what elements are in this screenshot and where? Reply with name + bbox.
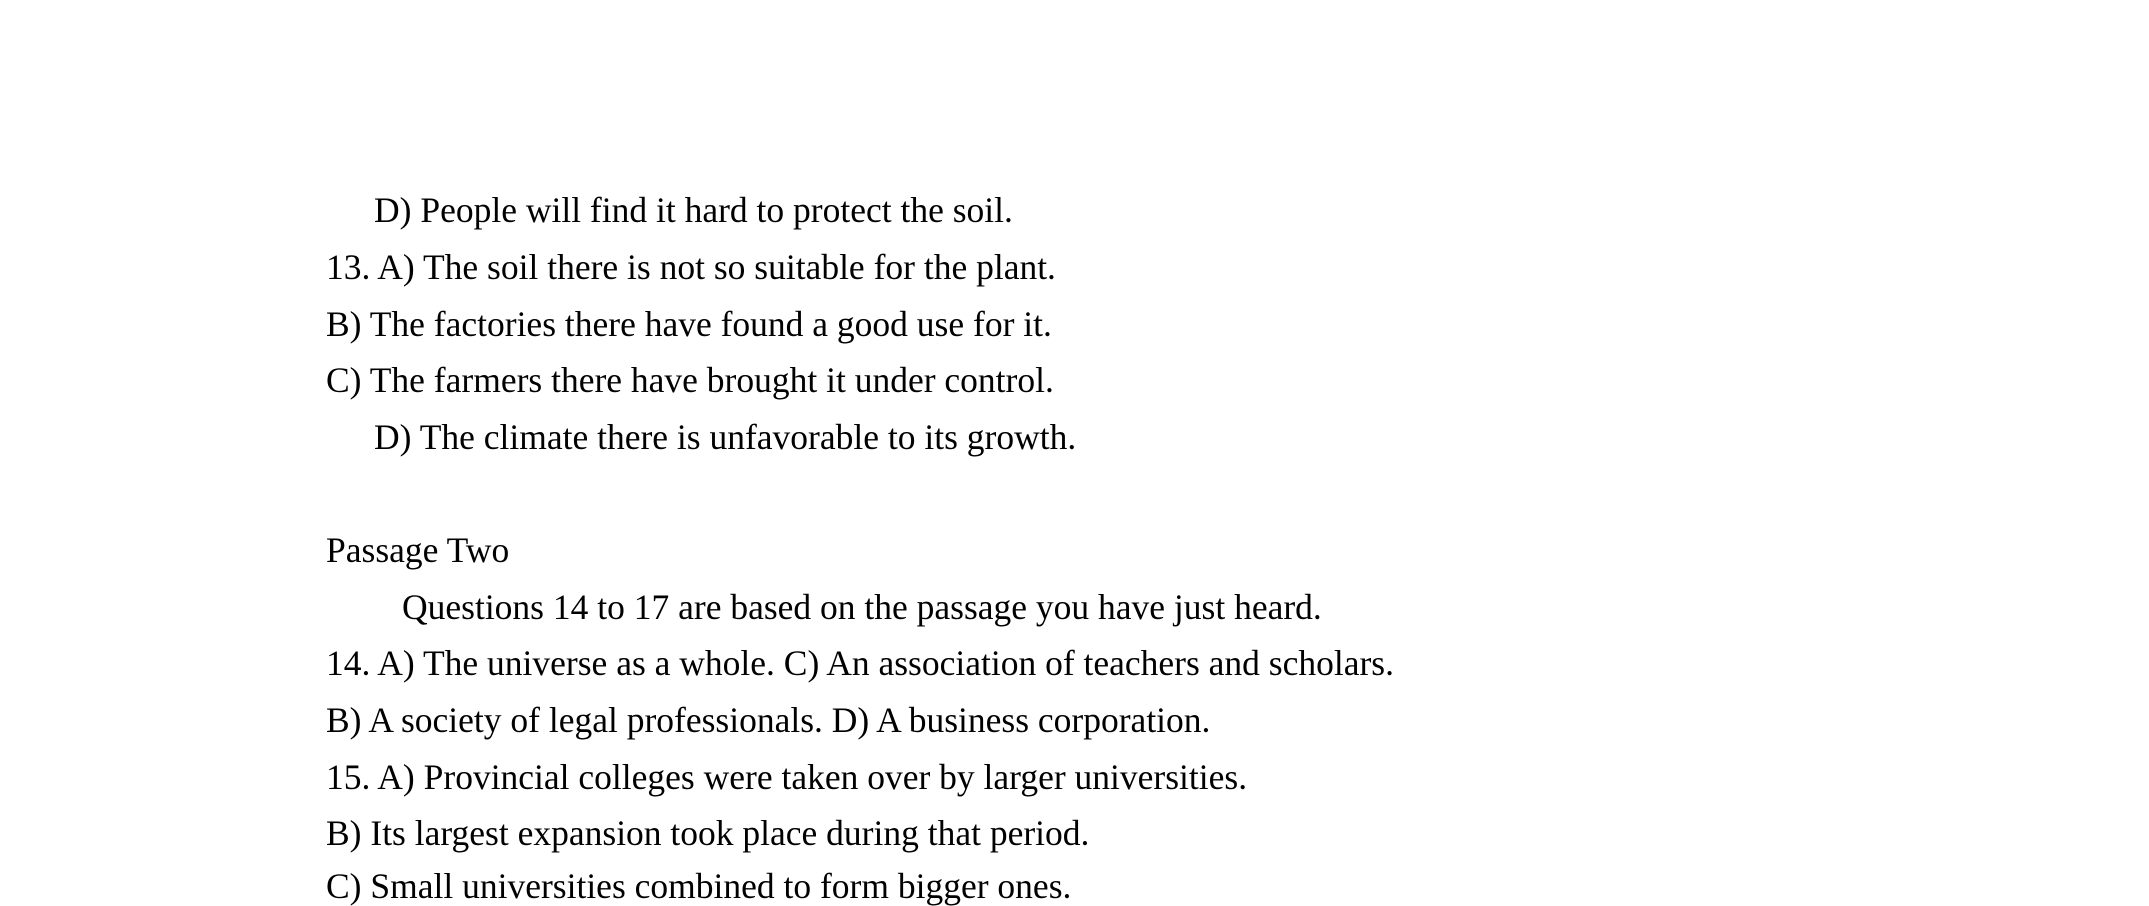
section-instructions: Questions 14 to 17 are based on the passage you have just heard. (402, 587, 1322, 627)
q14-options-b-d: B) A society of legal professionals. D) A business corporation. (326, 700, 1211, 740)
q15-option-a: 15. A) Provincial colleges were taken over by larger universities. (326, 757, 1248, 797)
q15-option-c: C) Small universities combined to form bigger ones. (326, 866, 1072, 906)
q13-option-b: B) The factories there have found a good use for it. (326, 304, 1052, 344)
q12-option-d: D) People will find it hard to protect the soil. (374, 190, 1013, 230)
q13-option-d: D) The climate there is unfavorable to its growth. (374, 417, 1077, 457)
q15-option-b: B) Its largest expansion took place during that period. (326, 813, 1090, 853)
q14-options-a-c: 14. A) The universe as a whole. C) An association of teachers and scholars. (326, 643, 1394, 683)
q13-option-c: C) The farmers there have brought it under control. (326, 360, 1054, 400)
section-heading: Passage Two (326, 530, 510, 570)
q13-option-a: 13. A) The soil there is not so suitable for the plant. (326, 247, 1056, 287)
